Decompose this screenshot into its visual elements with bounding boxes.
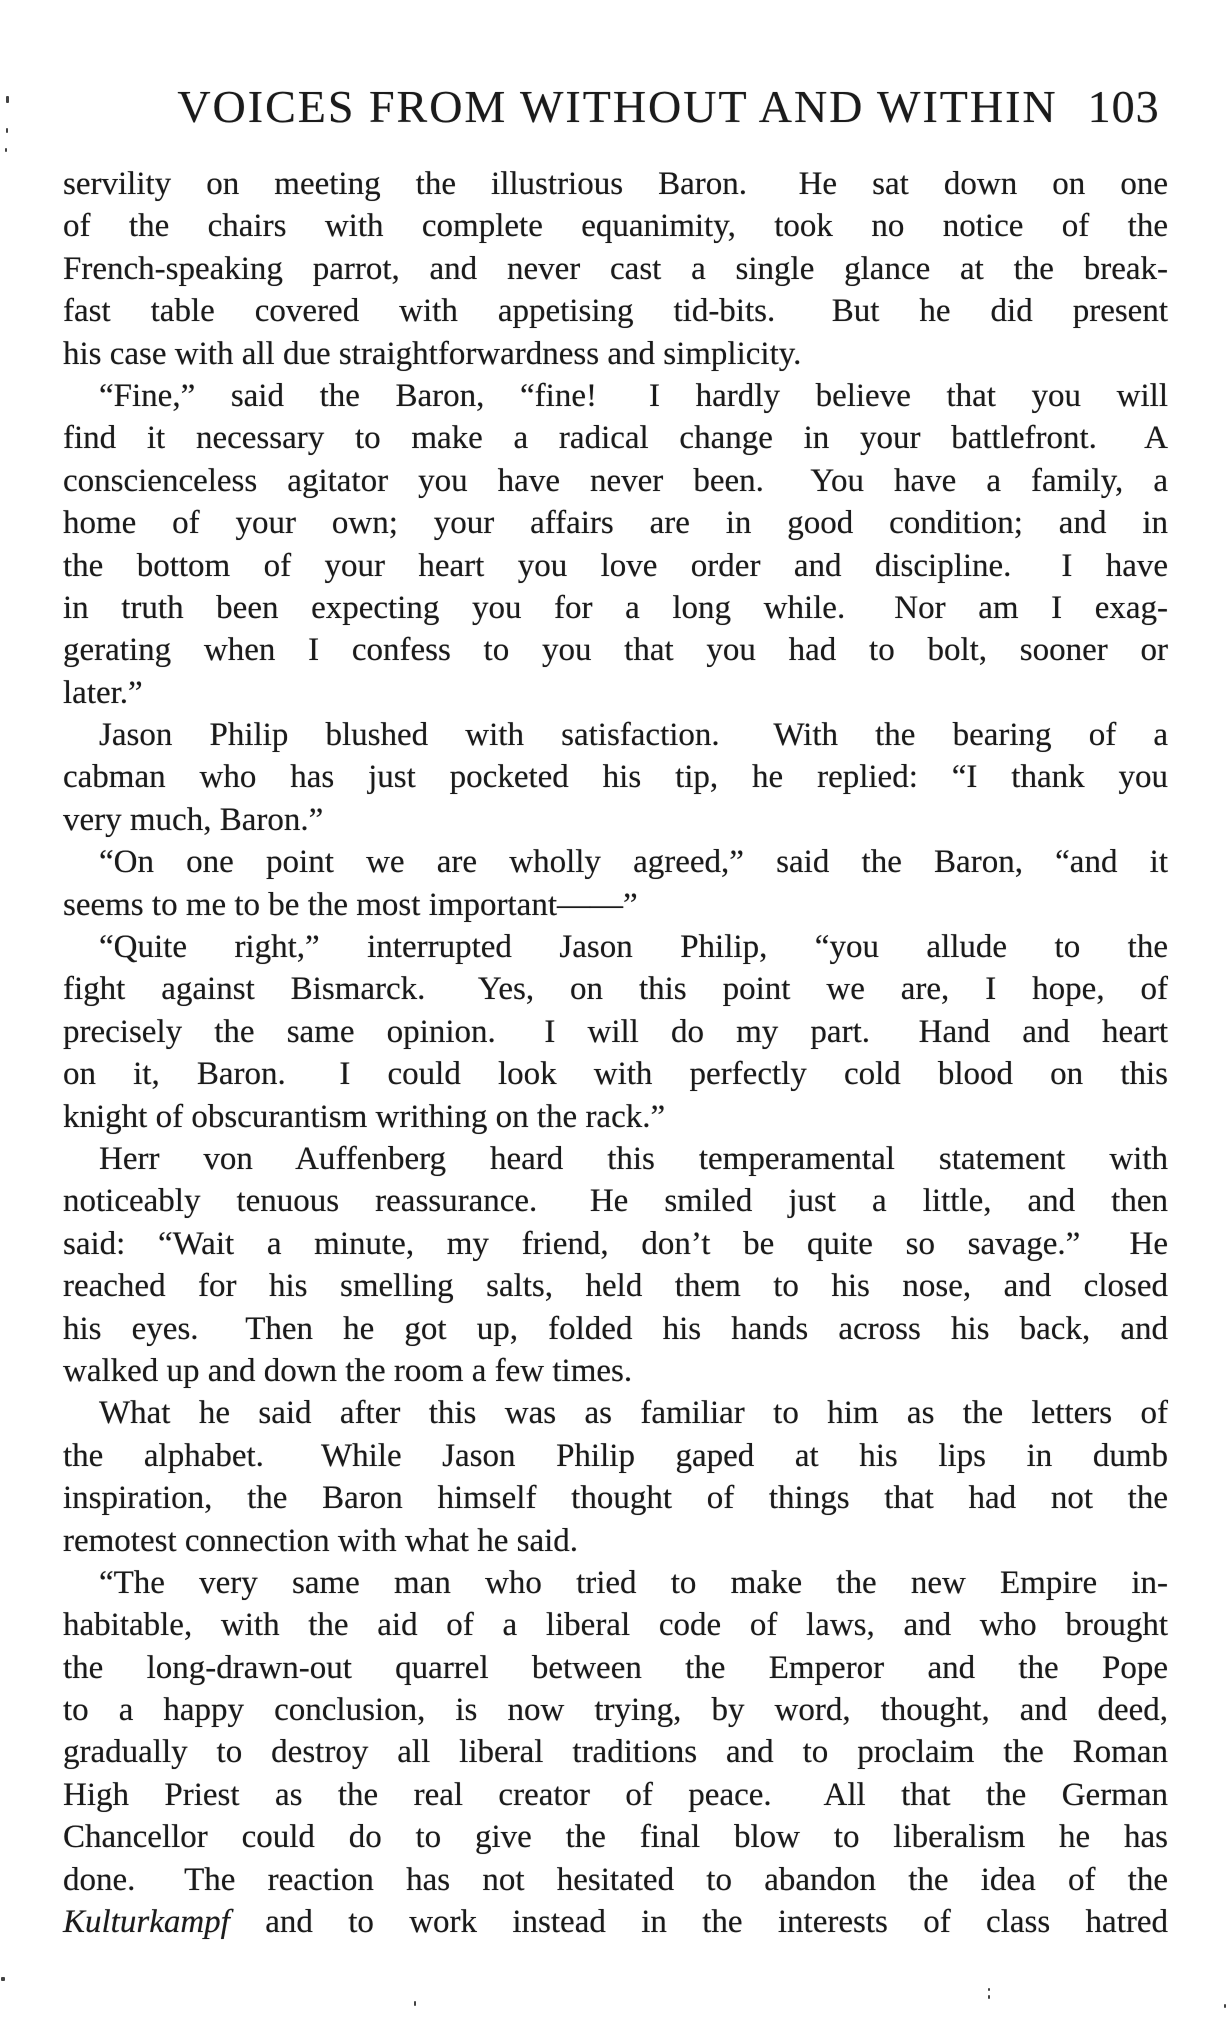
text-run: noticeably tenuous reassurance. He smiled just a little, and then bbox=[63, 1183, 1168, 1220]
text-run: in truth been expecting you for a long while. Nor am I exag- bbox=[63, 589, 1168, 626]
text-run: the long-drawn-out quarrel between the Emperor and the Pope bbox=[63, 1649, 1168, 1686]
text-line bbox=[63, 1562, 1168, 1604]
scan-speck bbox=[414, 2001, 416, 2006]
text-line bbox=[63, 417, 1168, 459]
text-run: servility on meeting the illustrious Baron. He sat down on one bbox=[63, 166, 1168, 202]
text-line bbox=[63, 1011, 1168, 1053]
text-line bbox=[63, 1774, 1168, 1816]
text-run: said: “Wait a minute, my friend, don’t be quite so savage.” He bbox=[63, 1225, 1168, 1262]
text-line bbox=[63, 1053, 1168, 1095]
text-line bbox=[63, 205, 1168, 247]
text-run: done. The reaction has not hesitated to abandon the idea of the bbox=[63, 1861, 1168, 1898]
text-run: “The very same man who tried to make the new Empire in- bbox=[99, 1564, 1168, 1601]
text-line bbox=[63, 884, 1168, 926]
text-line bbox=[63, 1138, 1168, 1180]
text-run: reached for his smelling salts, held them to his nose, and closed bbox=[63, 1268, 1168, 1305]
text-line bbox=[63, 1180, 1168, 1222]
text-run: on it, Baron. I could look with perfectly cold blood on this bbox=[63, 1056, 1168, 1093]
page-number: 103 bbox=[1087, 81, 1160, 132]
text-line bbox=[63, 1520, 1168, 1562]
text-run: French-speaking parrot, and never cast a single glance at the break- bbox=[63, 250, 1168, 287]
text-line bbox=[63, 799, 1168, 841]
text-run: conscienceless agitator you have never been. You have a family, a bbox=[63, 462, 1168, 499]
text-line bbox=[63, 926, 1168, 968]
text-run: Herr von Auffenberg heard this temperamental statement with bbox=[99, 1140, 1168, 1177]
text-line bbox=[63, 1901, 1168, 1943]
scan-speck bbox=[5, 148, 7, 152]
text-line bbox=[63, 545, 1168, 587]
text-line bbox=[63, 1731, 1168, 1773]
text-run: Chancellor could do to give the final blow to liberalism he has bbox=[63, 1819, 1168, 1856]
text-run: High Priest as the real creator of peace. All that the German bbox=[63, 1776, 1168, 1813]
text-line bbox=[63, 1435, 1168, 1477]
text-run: “Fine,” said the Baron, “fine! I hardly believe that you will bbox=[99, 377, 1168, 414]
text-line bbox=[63, 1477, 1168, 1519]
text-run: and to work instead in the interests of class hatred bbox=[229, 1904, 1168, 1941]
text-line bbox=[63, 756, 1168, 798]
text-run: gradually to destroy all liberal traditions and to proclaim the Roman bbox=[63, 1734, 1168, 1771]
italic-term: Kulturkampf bbox=[63, 1904, 230, 1941]
text-run: walked up and down the room a few times. bbox=[63, 1352, 633, 1389]
text-run: to a happy conclusion, is now trying, by word, thought, and deed, bbox=[63, 1692, 1168, 1729]
scan-speck bbox=[6, 128, 8, 133]
text-run: habitable, with the aid of a liberal code of laws, and who brought bbox=[63, 1607, 1168, 1644]
text-run: precisely the same opinion. I will do my part. Hand and heart bbox=[63, 1013, 1168, 1050]
text-line bbox=[63, 1689, 1168, 1731]
scan-speck bbox=[6, 96, 9, 103]
text-line bbox=[63, 1350, 1168, 1392]
text-line bbox=[63, 1604, 1168, 1646]
text-line bbox=[63, 1223, 1168, 1265]
text-block bbox=[63, 163, 1168, 1943]
scan-speck bbox=[1, 1977, 5, 1981]
text-run: “Quite right,” interrupted Jason Philip, “you allude to the bbox=[99, 929, 1168, 966]
text-run: gerating when I confess to you that you had to bolt, sooner or bbox=[63, 632, 1168, 669]
text-run: “On one point we are wholly agreed,” said the Baron, “and it bbox=[99, 844, 1168, 881]
text-line bbox=[63, 333, 1168, 375]
scan-speck bbox=[988, 1995, 990, 1999]
text-line bbox=[63, 629, 1168, 671]
text-line bbox=[63, 163, 1168, 205]
text-line bbox=[63, 1096, 1168, 1138]
text-run: home of your own; your affairs are in good condition; and in bbox=[63, 505, 1168, 542]
text-run: find it necessary to make a radical change in your battlefront. A bbox=[63, 420, 1168, 457]
text-run: cabman who has just pocketed his tip, he replied: “I thank you bbox=[63, 759, 1168, 796]
text-run: of the chairs with complete equanimity, took no notice of the bbox=[63, 208, 1168, 245]
text-line bbox=[63, 672, 1168, 714]
text-run: the alphabet. While Jason Philip gaped at his lips in dumb bbox=[63, 1437, 1168, 1474]
text-line bbox=[63, 248, 1168, 290]
text-line bbox=[63, 1647, 1168, 1689]
text-run: the bottom of your heart you love order and discipline. I have bbox=[63, 547, 1168, 584]
text-run: later.” bbox=[63, 674, 143, 711]
text-line bbox=[63, 1859, 1168, 1901]
running-title: VOICES FROM WITHOUT AND WITHIN bbox=[177, 81, 1058, 132]
text-run: remotest connection with what he said. bbox=[63, 1522, 579, 1559]
text-line bbox=[63, 841, 1168, 883]
text-line bbox=[63, 714, 1168, 756]
text-line bbox=[63, 1265, 1168, 1307]
text-run: fast table covered with appetising tid-bits. But he did present bbox=[63, 293, 1168, 330]
text-line bbox=[63, 375, 1168, 417]
text-line bbox=[63, 1308, 1168, 1350]
text-line bbox=[63, 1816, 1168, 1858]
page-header bbox=[116, 82, 1221, 133]
text-line bbox=[63, 290, 1168, 332]
text-run: What he said after this was as familiar to him as the letters of bbox=[99, 1395, 1168, 1432]
text-run: knight of obscurantism writhing on the rack.” bbox=[63, 1098, 666, 1135]
scan-speck bbox=[988, 1988, 990, 1991]
text-line bbox=[63, 968, 1168, 1010]
text-run: very much, Baron.” bbox=[63, 801, 324, 838]
scan-speck bbox=[1224, 2004, 1226, 2008]
text-run: his eyes. Then he got up, folded his hands across his back, and bbox=[63, 1310, 1168, 1347]
text-run: his case with all due straightforwardness and simplicity. bbox=[63, 335, 802, 372]
text-line bbox=[63, 587, 1168, 629]
text-run: inspiration, the Baron himself thought of things that had not the bbox=[63, 1480, 1168, 1517]
text-line bbox=[63, 502, 1168, 544]
text-line bbox=[63, 460, 1168, 502]
text-line bbox=[63, 1392, 1168, 1434]
text-run: fight against Bismarck. Yes, on this point we are, I hope, of bbox=[63, 971, 1168, 1008]
text-run: Jason Philip blushed with satisfaction. With the bearing of a bbox=[99, 717, 1168, 754]
text-run: seems to me to be the most important——” bbox=[63, 886, 638, 923]
